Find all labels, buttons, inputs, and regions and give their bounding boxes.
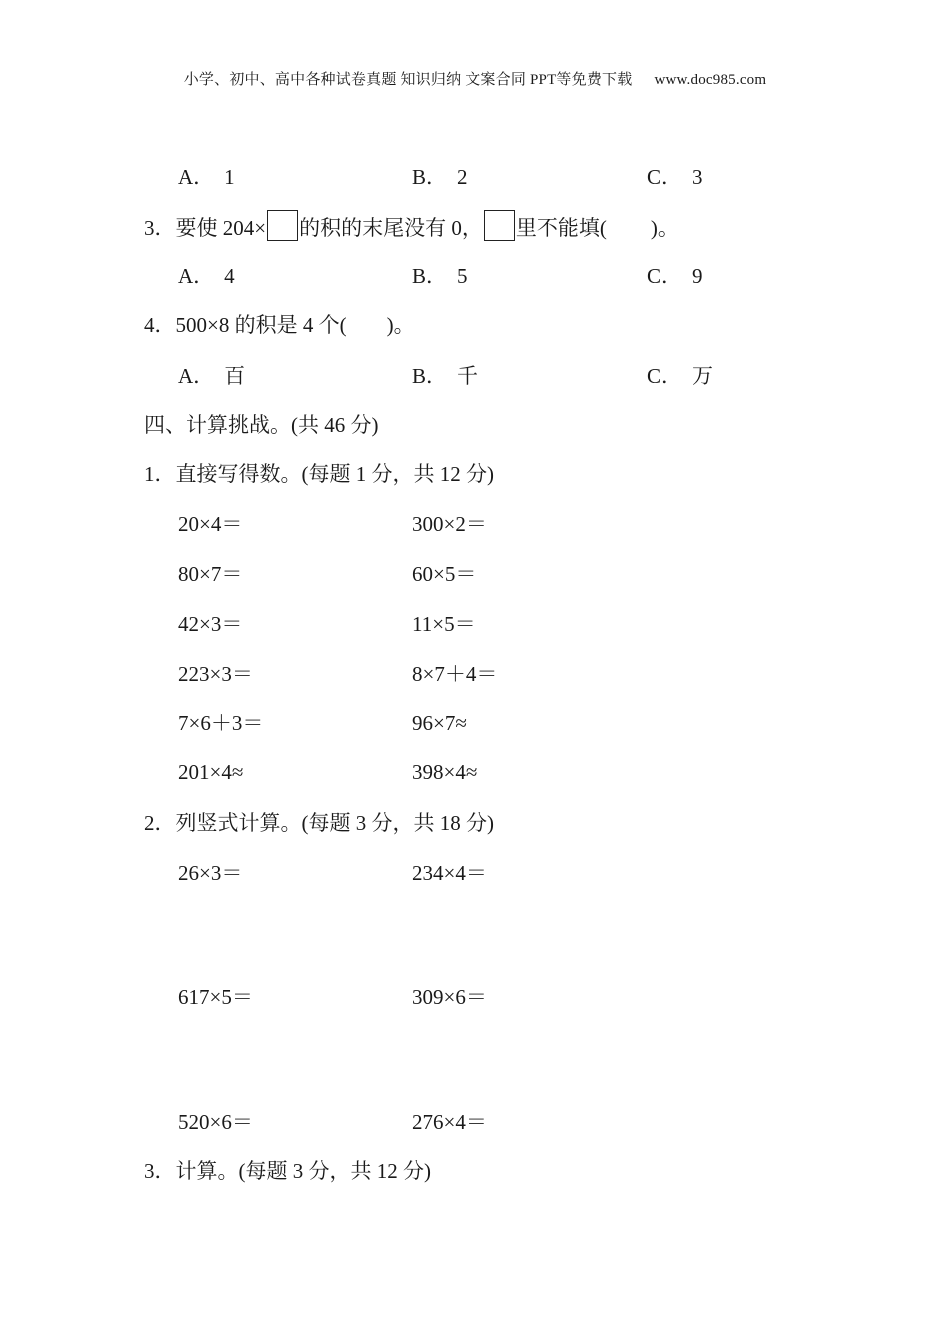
header-site-url: www.doc985.com (654, 72, 767, 88)
part-2-title: 2．列竖式计算。(每题 3 分，共 18 分) (144, 811, 494, 835)
calc-item: 42×3＝ (178, 612, 243, 636)
header-text: 小学、初中、高中各种试卷真题 知识归纳 文案合同 PPT等免费下载 (183, 72, 633, 88)
answer-box[interactable] (484, 210, 515, 241)
vertical-calc-item: 309×6＝ (412, 985, 487, 1009)
vertical-calc-item: 234×4＝ (412, 861, 487, 885)
calc-item: 201×4≈ (178, 760, 244, 784)
calc-item: 300×2＝ (412, 512, 487, 536)
calc-item: 223×3＝ (178, 662, 253, 686)
question-number: 3． (144, 216, 176, 240)
page-header (0, 68, 950, 89)
q2-option-c[interactable]: C． 3 (647, 165, 703, 189)
section-4-title: 四、计算挑战。(共 46 分) (144, 413, 379, 437)
vertical-calc-item: 276×4＝ (412, 1110, 487, 1134)
q4-option-a[interactable]: A． 百 (178, 364, 246, 388)
q2-option-b[interactable]: B． 2 (412, 165, 468, 189)
vertical-calc-item: 26×3＝ (178, 861, 243, 885)
question-3: 3．要使 204× 的积的末尾没有 0， 里不能填( )。 (144, 210, 679, 243)
q3-option-b[interactable]: B． 5 (412, 264, 468, 288)
answer-box[interactable] (267, 210, 298, 241)
calc-item: 398×4≈ (412, 760, 478, 784)
calc-item: 60×5＝ (412, 562, 477, 586)
q2-option-a[interactable]: A． 1 (178, 165, 235, 189)
vertical-calc-item: 520×6＝ (178, 1110, 253, 1134)
vertical-calc-item: 617×5＝ (178, 985, 253, 1009)
calc-item: 7×6＋3＝ (178, 711, 264, 735)
calc-item: 80×7＝ (178, 562, 243, 586)
calc-item: 96×7≈ (412, 711, 467, 735)
part-3-title: 3．计算。(每题 3 分，共 12 分) (144, 1159, 431, 1183)
calc-item: 20×4＝ (178, 512, 243, 536)
calc-item: 8×7＋4＝ (412, 662, 498, 686)
q3-option-a[interactable]: A． 4 (178, 264, 235, 288)
calc-item: 11×5＝ (412, 612, 476, 636)
q3-option-c[interactable]: C． 9 (647, 264, 703, 288)
question-number: 4． (144, 313, 176, 337)
q4-option-c[interactable]: C． 万 (647, 364, 714, 388)
q4-option-b[interactable]: B． 千 (412, 364, 479, 388)
question-4: 4．500×8 的积是 4 个( )。 (144, 313, 415, 337)
part-1-title: 1．直接写得数。(每题 1 分，共 12 分) (144, 462, 494, 486)
